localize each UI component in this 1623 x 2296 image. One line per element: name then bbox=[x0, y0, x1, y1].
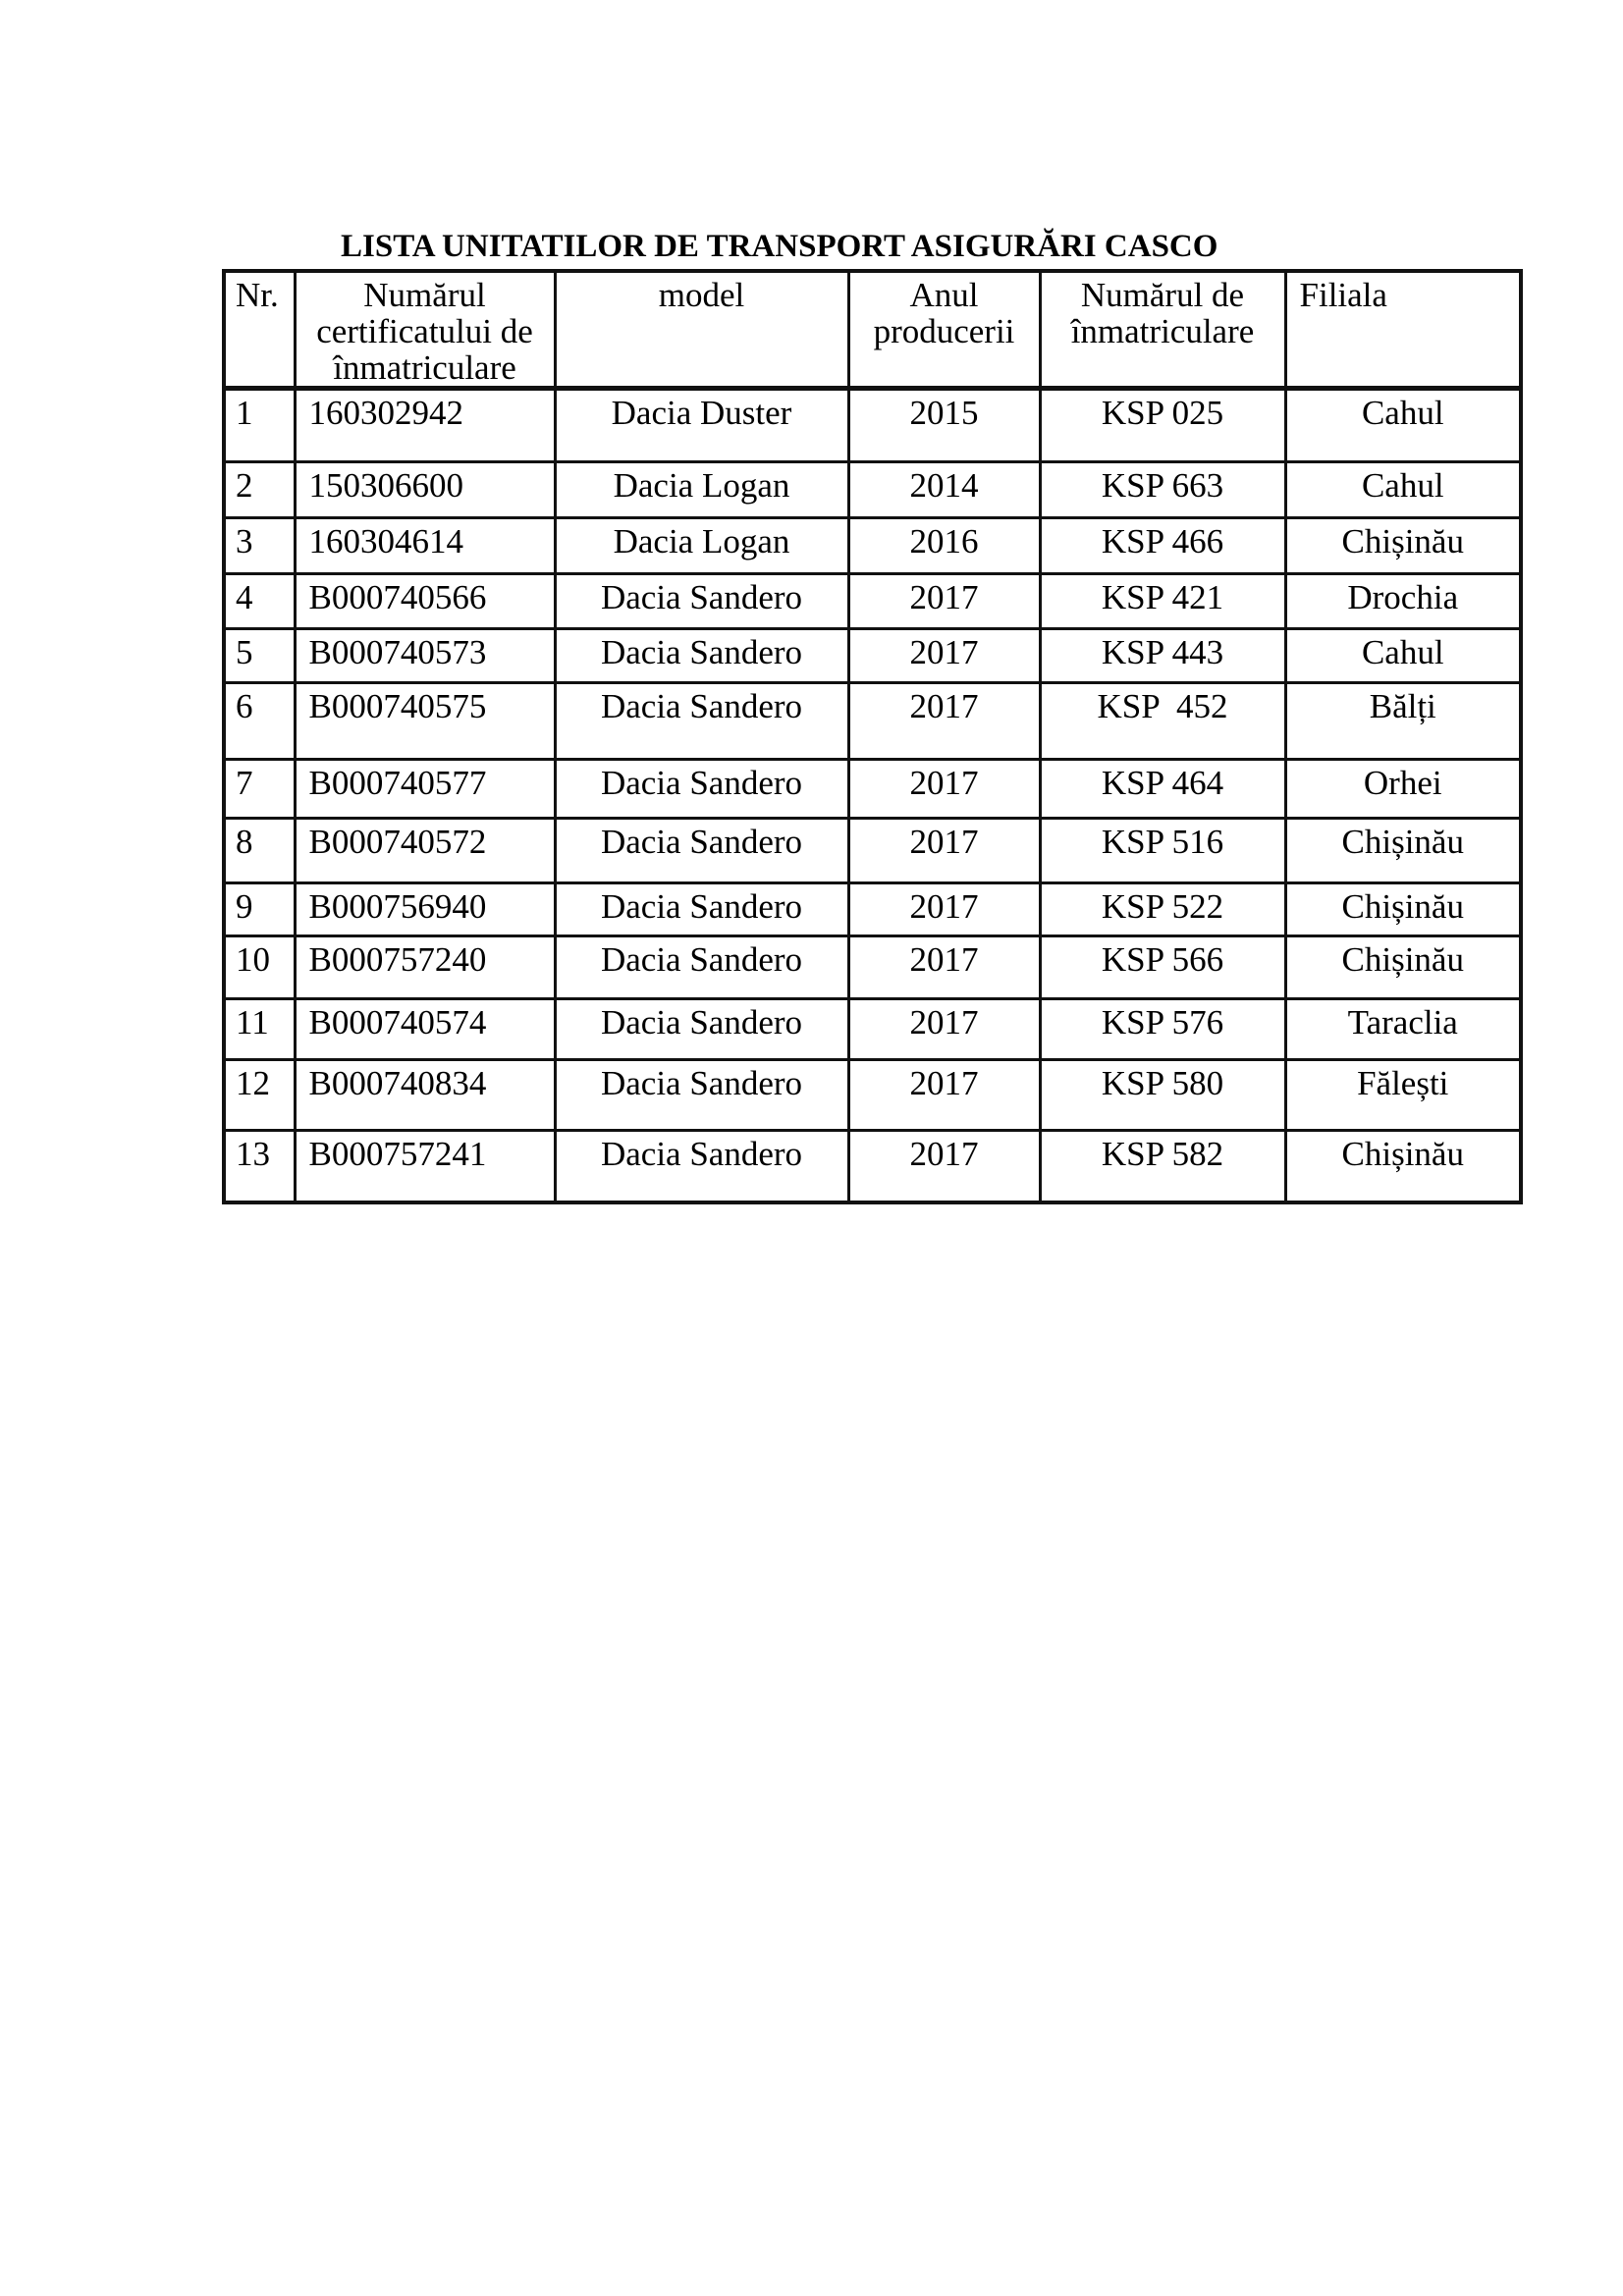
table-cell: Dacia Sandero bbox=[555, 1131, 848, 1202]
column-header-nr: Nr. bbox=[224, 271, 295, 389]
table-cell: 2017 bbox=[848, 999, 1040, 1060]
table-cell: 11 bbox=[224, 999, 295, 1060]
table-cell: 8 bbox=[224, 819, 295, 883]
table-row bbox=[224, 999, 1521, 1060]
table-cell: 6 bbox=[224, 683, 295, 760]
table-cell: B000740566 bbox=[295, 574, 555, 629]
table-cell: KSP 566 bbox=[1040, 936, 1285, 999]
table-cell: 2016 bbox=[848, 518, 1040, 574]
table-cell: Fălești bbox=[1285, 1060, 1521, 1131]
table-cell: 160302942 bbox=[295, 389, 555, 462]
table-row bbox=[224, 760, 1521, 819]
table-row bbox=[224, 1131, 1521, 1202]
transport-units-table bbox=[222, 269, 1523, 1204]
table-cell: Dacia Sandero bbox=[555, 1060, 848, 1131]
table-cell: Chișinău bbox=[1285, 936, 1521, 999]
table-cell: Dacia Logan bbox=[555, 518, 848, 574]
table-cell: Dacia Sandero bbox=[555, 760, 848, 819]
table-row bbox=[224, 936, 1521, 999]
table-cell: KSP 443 bbox=[1040, 629, 1285, 683]
table-cell: B000757240 bbox=[295, 936, 555, 999]
table-cell: KSP 025 bbox=[1040, 389, 1285, 462]
table-row bbox=[224, 1060, 1521, 1131]
table-cell: Cahul bbox=[1285, 462, 1521, 518]
table-cell: 2014 bbox=[848, 462, 1040, 518]
table-cell: 2017 bbox=[848, 819, 1040, 883]
table-cell: 2017 bbox=[848, 683, 1040, 760]
table-cell: B000740573 bbox=[295, 629, 555, 683]
table-cell: KSP 576 bbox=[1040, 999, 1285, 1060]
table-cell: Chișinău bbox=[1285, 883, 1521, 936]
table-cell: 10 bbox=[224, 936, 295, 999]
table-cell: 3 bbox=[224, 518, 295, 574]
table-row bbox=[224, 629, 1521, 683]
table-cell: KSP 582 bbox=[1040, 1131, 1285, 1202]
table-cell: 12 bbox=[224, 1060, 295, 1131]
table-cell: Dacia Sandero bbox=[555, 999, 848, 1060]
table-cell: 4 bbox=[224, 574, 295, 629]
table-row bbox=[224, 574, 1521, 629]
table-cell: B000757241 bbox=[295, 1131, 555, 1202]
table-cell: B000740575 bbox=[295, 683, 555, 760]
column-header-registration-number: Numărul de înmatriculare bbox=[1040, 271, 1285, 389]
column-header-certificate-number: Numărul certificatului de înmatriculare bbox=[295, 271, 555, 389]
table-cell: KSP 516 bbox=[1040, 819, 1285, 883]
table-body bbox=[224, 389, 1521, 1202]
table-cell: 1 bbox=[224, 389, 295, 462]
table-cell: Dacia Logan bbox=[555, 462, 848, 518]
table-cell: 150306600 bbox=[295, 462, 555, 518]
table-row bbox=[224, 389, 1521, 462]
table-cell: 2017 bbox=[848, 629, 1040, 683]
table-cell: 7 bbox=[224, 760, 295, 819]
table-cell: Cahul bbox=[1285, 629, 1521, 683]
table-cell: KSP 466 bbox=[1040, 518, 1285, 574]
table-cell: Drochia bbox=[1285, 574, 1521, 629]
table-cell: KSP 522 bbox=[1040, 883, 1285, 936]
table-cell: B000740574 bbox=[295, 999, 555, 1060]
table-cell: B000740577 bbox=[295, 760, 555, 819]
table-cell: Dacia Sandero bbox=[555, 683, 848, 760]
table-cell: 2017 bbox=[848, 883, 1040, 936]
table-cell: B000740572 bbox=[295, 819, 555, 883]
table-row bbox=[224, 683, 1521, 760]
table-cell: KSP 421 bbox=[1040, 574, 1285, 629]
table-header-row bbox=[224, 271, 1521, 389]
table-cell: Dacia Sandero bbox=[555, 883, 848, 936]
table-cell: Dacia Duster bbox=[555, 389, 848, 462]
table-cell: KSP 452 bbox=[1040, 683, 1285, 760]
table-cell: KSP 464 bbox=[1040, 760, 1285, 819]
table-row bbox=[224, 819, 1521, 883]
table-cell: 2017 bbox=[848, 574, 1040, 629]
table-cell: 2017 bbox=[848, 760, 1040, 819]
table-cell: 2 bbox=[224, 462, 295, 518]
table-cell: Chișinău bbox=[1285, 819, 1521, 883]
table-cell: 5 bbox=[224, 629, 295, 683]
table-cell: Chișinău bbox=[1285, 1131, 1521, 1202]
table-cell: Cahul bbox=[1285, 389, 1521, 462]
table-cell: 2017 bbox=[848, 936, 1040, 999]
table-cell: 9 bbox=[224, 883, 295, 936]
table-cell: B000740834 bbox=[295, 1060, 555, 1131]
table-row bbox=[224, 518, 1521, 574]
table-cell: Dacia Sandero bbox=[555, 574, 848, 629]
table-row bbox=[224, 462, 1521, 518]
table-cell: B000756940 bbox=[295, 883, 555, 936]
document-title: LISTA UNITATILOR DE TRANSPORT ASIGURĂRI CASCO bbox=[341, 229, 1218, 264]
table-cell: Taraclia bbox=[1285, 999, 1521, 1060]
table-cell: 13 bbox=[224, 1131, 295, 1202]
column-header-production-year: Anul producerii bbox=[848, 271, 1040, 389]
column-header-branch: Filiala bbox=[1285, 271, 1521, 389]
table-cell: 160304614 bbox=[295, 518, 555, 574]
table-cell: Orhei bbox=[1285, 760, 1521, 819]
table-cell: Dacia Sandero bbox=[555, 936, 848, 999]
table-cell: Bălți bbox=[1285, 683, 1521, 760]
table-cell: 2015 bbox=[848, 389, 1040, 462]
table-cell: 2017 bbox=[848, 1131, 1040, 1202]
table-cell: Dacia Sandero bbox=[555, 819, 848, 883]
table-cell: KSP 663 bbox=[1040, 462, 1285, 518]
table-cell: KSP 580 bbox=[1040, 1060, 1285, 1131]
table-row bbox=[224, 883, 1521, 936]
table-cell: 2017 bbox=[848, 1060, 1040, 1131]
column-header-model: model bbox=[555, 271, 848, 389]
table-cell: Chișinău bbox=[1285, 518, 1521, 574]
table-cell: Dacia Sandero bbox=[555, 629, 848, 683]
